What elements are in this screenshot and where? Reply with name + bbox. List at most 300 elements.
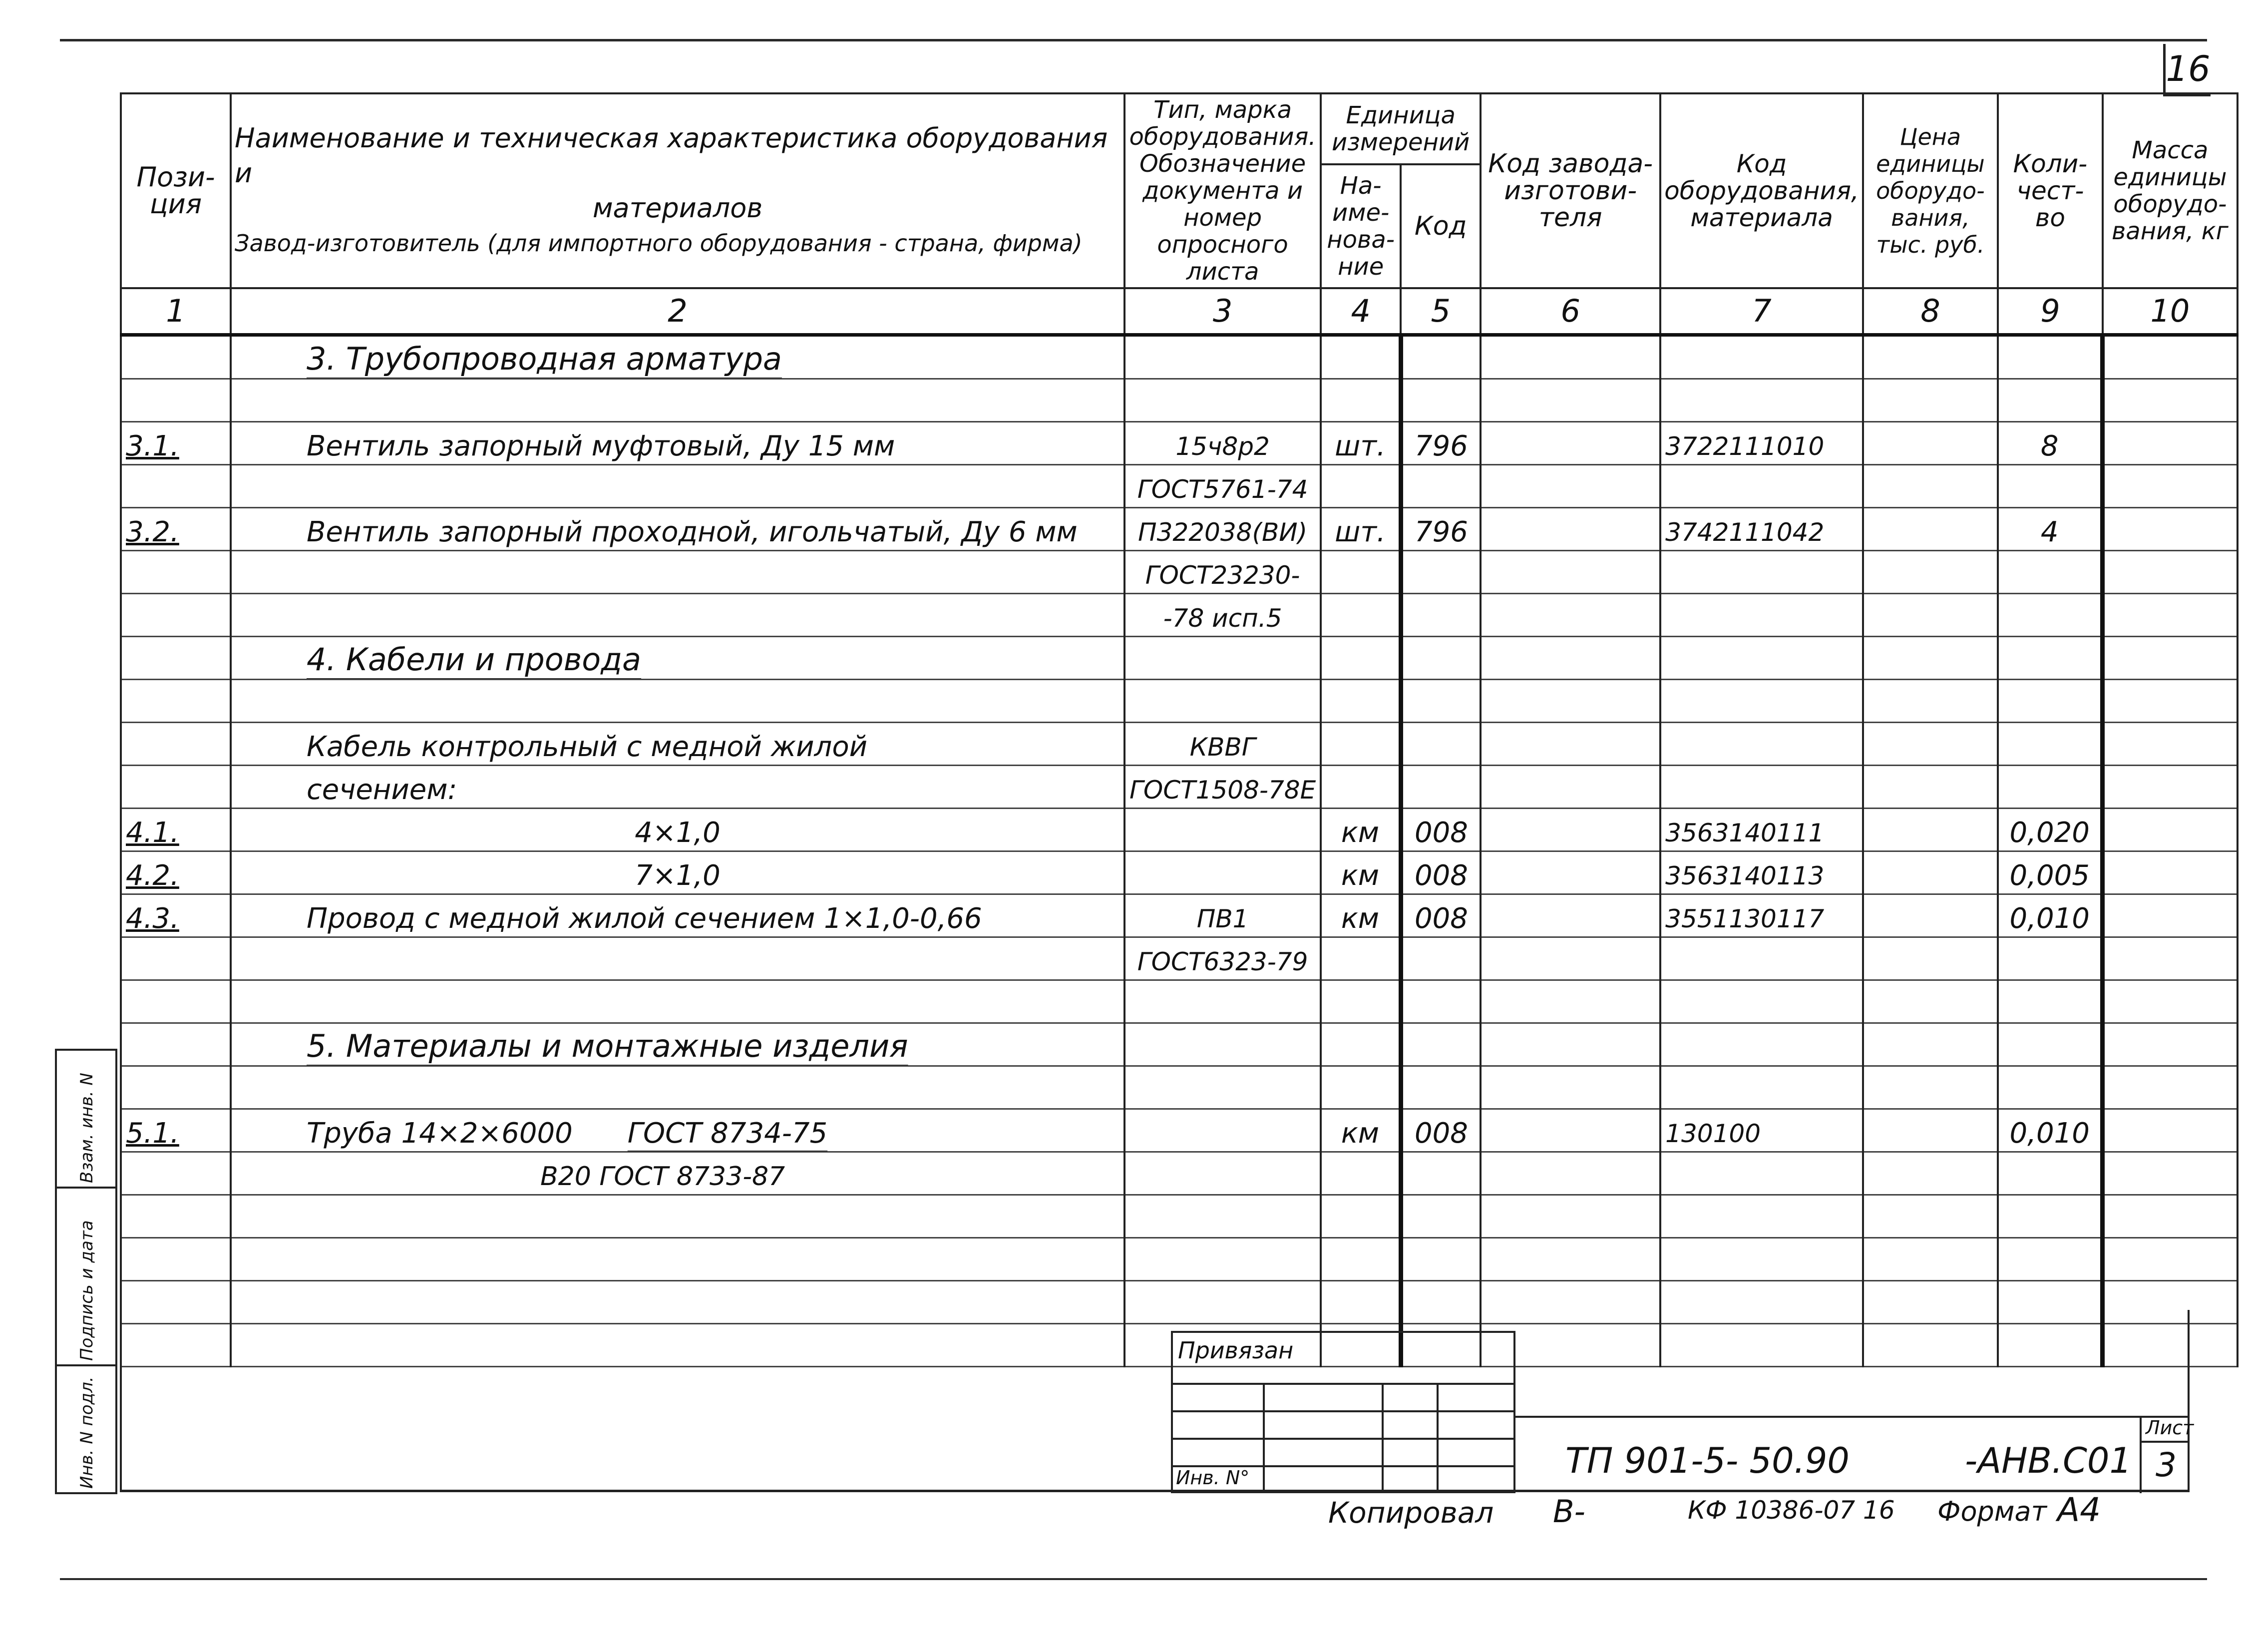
name-cell <box>231 1195 1124 1238</box>
position-cell: 4.3. <box>121 894 231 937</box>
position-cell <box>121 637 231 680</box>
table-row <box>121 1152 2238 1195</box>
price-cell <box>1863 980 1998 1023</box>
equip-code-cell: 130100 <box>1660 1109 1863 1152</box>
name-cell <box>231 551 1124 594</box>
maker-code-cell <box>1481 766 1660 809</box>
name-cell <box>231 594 1124 637</box>
unit-cell: км <box>1321 894 1401 937</box>
price-cell <box>1863 1023 1998 1066</box>
item-name-standard-2: В20 ГОСТ 8733-87 <box>540 1162 785 1192</box>
price-cell <box>1863 1109 1998 1152</box>
name-cell <box>231 980 1124 1023</box>
name-cell <box>231 379 1124 422</box>
privyazan-label: Привязан <box>1178 1337 1294 1364</box>
equip-code-cell <box>1660 637 1863 680</box>
format-label: Формат <box>1937 1496 2047 1527</box>
qty-cell <box>1998 465 2103 508</box>
header-qty: Коли-чест-во <box>1998 93 2103 288</box>
unit-code-cell <box>1401 1066 1481 1109</box>
unit-cell <box>1321 1023 1401 1066</box>
position-cell <box>121 551 231 594</box>
qty-cell <box>1998 594 2103 637</box>
item-name: Кабель контрольный с медной жилой <box>307 731 867 763</box>
name-cell <box>231 422 1124 465</box>
column-number: 7 <box>1660 288 1863 335</box>
table-row <box>121 508 2238 551</box>
maker-code-cell <box>1481 1152 1660 1195</box>
header-price: Цена единицы оборудо-вания, тыс. руб. <box>1863 93 1998 288</box>
order-number: КФ 10386-07 16 <box>1688 1496 1895 1525</box>
name-cell <box>231 508 1124 551</box>
qty-cell <box>1998 1066 2103 1109</box>
qty-cell: 4 <box>1998 508 2103 551</box>
position-cell <box>121 379 231 422</box>
price-cell <box>1863 851 1998 894</box>
table-row <box>121 465 2238 508</box>
doc-code: ТП 901-5- 50.90 <box>1565 1440 1850 1481</box>
maker-code-cell <box>1481 680 1660 723</box>
mass-cell <box>2103 1023 2238 1066</box>
side-stamp-box-signature <box>55 1187 117 1366</box>
column-number: 8 <box>1863 288 1998 335</box>
unit-code-cell <box>1401 766 1481 809</box>
type-cell: ГОСТ1508-78Е <box>1124 766 1321 809</box>
sheet-label: Лист <box>2146 1417 2194 1439</box>
type-cell <box>1124 1238 1321 1281</box>
type-cell: 15ч8р2 <box>1124 422 1321 465</box>
price-cell <box>1863 422 1998 465</box>
unit-cell <box>1321 465 1401 508</box>
table-row <box>121 680 2238 723</box>
table-row <box>121 937 2238 980</box>
unit-code-cell <box>1401 594 1481 637</box>
unit-code-cell <box>1401 723 1481 766</box>
name-cell <box>231 335 1124 379</box>
mass-cell <box>2103 851 2238 894</box>
column-number: 10 <box>2103 288 2238 335</box>
unit-cell <box>1321 937 1401 980</box>
position-cell: 3.1. <box>121 422 231 465</box>
mass-cell <box>2103 508 2238 551</box>
maker-code-cell <box>1481 551 1660 594</box>
table-row <box>121 637 2238 680</box>
equip-code-cell <box>1660 1238 1863 1281</box>
type-cell <box>1124 1152 1321 1195</box>
item-name: Вентиль запорный муфтовый, Ду 15 мм <box>307 430 895 462</box>
equip-code-cell <box>1660 723 1863 766</box>
position-cell: 3.2. <box>121 508 231 551</box>
header-maker-code: Код завода-изготови-теля <box>1481 93 1660 288</box>
unit-code-cell <box>1401 937 1481 980</box>
name-cell <box>231 1238 1124 1281</box>
column-number: 6 <box>1481 288 1660 335</box>
unit-cell <box>1321 1066 1401 1109</box>
section-title: 4. Кабели и провода <box>307 641 642 678</box>
specification-table <box>120 92 2239 1367</box>
sheet-cell <box>2140 1416 2194 1493</box>
name-cell <box>231 680 1124 723</box>
header-position: Пози- ция <box>121 93 231 288</box>
header-name-line3: Завод-изготовитель (для импортного оборудования - страна, фирма) <box>235 230 1083 257</box>
unit-code-cell <box>1401 680 1481 723</box>
unit-cell: шт. <box>1321 422 1401 465</box>
maker-code-cell <box>1481 1195 1660 1238</box>
maker-code-cell <box>1481 637 1660 680</box>
position-cell <box>121 680 231 723</box>
price-cell <box>1863 594 1998 637</box>
column-number: 5 <box>1401 288 1481 335</box>
name-cell <box>231 851 1124 894</box>
maker-code-cell <box>1481 594 1660 637</box>
type-cell: КВВГ <box>1124 723 1321 766</box>
position-cell <box>121 980 231 1023</box>
price-cell <box>1863 1238 1998 1281</box>
unit-cell <box>1321 980 1401 1023</box>
price-cell <box>1863 379 1998 422</box>
maker-code-cell <box>1481 1238 1660 1281</box>
table-row <box>121 1238 2238 1281</box>
type-cell: ПВ1 <box>1124 894 1321 937</box>
table-row <box>121 851 2238 894</box>
maker-code-cell <box>1481 379 1660 422</box>
unit-cell: км <box>1321 1109 1401 1152</box>
unit-code-cell: 008 <box>1401 1109 1481 1152</box>
mass-cell <box>2103 766 2238 809</box>
equip-code-cell <box>1660 551 1863 594</box>
name-cell <box>231 637 1124 680</box>
maker-code-cell <box>1481 465 1660 508</box>
unit-code-cell: 796 <box>1401 422 1481 465</box>
side-stamp-label-inventory: Инв. N подл. <box>77 1376 97 1489</box>
type-cell: ГОСТ6323-79 <box>1124 937 1321 980</box>
copied-signature: В- <box>1553 1493 1585 1530</box>
column-number: 4 <box>1321 288 1401 335</box>
type-cell <box>1124 980 1321 1023</box>
bottom-rule <box>60 1578 2207 1580</box>
table-row <box>121 594 2238 637</box>
mass-cell <box>2103 335 2238 379</box>
unit-code-cell <box>1401 335 1481 379</box>
unit-code-cell <box>1401 379 1481 422</box>
mass-cell <box>2103 379 2238 422</box>
maker-code-cell <box>1481 508 1660 551</box>
name-cell <box>231 1023 1124 1066</box>
mass-cell <box>2103 637 2238 680</box>
price-cell <box>1863 1066 1998 1109</box>
qty-cell <box>1998 1195 2103 1238</box>
name-cell <box>231 894 1124 937</box>
qty-cell <box>1998 1023 2103 1066</box>
header-name-line2: материалов <box>592 192 763 224</box>
table-row <box>121 1109 2238 1152</box>
name-cell <box>231 809 1124 851</box>
unit-code-cell <box>1401 1023 1481 1066</box>
type-cell <box>1124 1066 1321 1109</box>
mass-cell <box>2103 1152 2238 1195</box>
position-cell <box>121 1066 231 1109</box>
header-name <box>231 93 1124 288</box>
mass-cell <box>2103 809 2238 851</box>
unit-code-cell: 796 <box>1401 508 1481 551</box>
privyazan-grid <box>1173 1438 1513 1440</box>
price-cell <box>1863 723 1998 766</box>
position-cell <box>121 465 231 508</box>
mass-cell <box>2103 1238 2238 1281</box>
equip-code-cell <box>1660 766 1863 809</box>
type-cell <box>1124 1195 1321 1238</box>
unit-code-cell <box>1401 980 1481 1023</box>
unit-cell <box>1321 594 1401 637</box>
price-cell <box>1863 551 1998 594</box>
unit-code-cell <box>1401 551 1481 594</box>
position-cell <box>121 937 231 980</box>
position-cell: 4.2. <box>121 851 231 894</box>
qty-cell: 0,005 <box>1998 851 2103 894</box>
unit-cell <box>1321 723 1401 766</box>
position-cell <box>121 1023 231 1066</box>
header-unit: Единица измерений <box>1321 93 1481 164</box>
position-cell <box>121 1195 231 1238</box>
unit-code-cell <box>1401 1195 1481 1238</box>
maker-code-cell <box>1481 980 1660 1023</box>
format-value: А4 <box>2057 1491 2101 1529</box>
type-cell <box>1124 637 1321 680</box>
price-cell <box>1863 937 1998 980</box>
equip-code-cell <box>1660 980 1863 1023</box>
qty-cell <box>1998 937 2103 980</box>
table-row <box>121 809 2238 851</box>
price-cell <box>1863 637 1998 680</box>
mass-cell <box>2103 465 2238 508</box>
title-stamp <box>1515 1416 2194 1493</box>
equip-code-cell: 3722111010 <box>1660 422 1863 465</box>
position-cell <box>121 723 231 766</box>
equip-code-cell <box>1660 1023 1863 1066</box>
equip-code-cell: 3563140111 <box>1660 809 1863 851</box>
unit-code-cell <box>1401 1152 1481 1195</box>
name-cell <box>231 465 1124 508</box>
unit-cell <box>1321 1195 1401 1238</box>
type-cell: ГОСТ5761-74 <box>1124 465 1321 508</box>
side-stamp-label-signature: Подпись и дата <box>77 1220 97 1361</box>
type-cell <box>1124 1109 1321 1152</box>
qty-cell <box>1998 379 2103 422</box>
doc-suffix: -АНВ.С01 <box>1965 1440 2132 1481</box>
item-name: Труба 14×2×6000 <box>307 1117 573 1150</box>
column-number: 3 <box>1124 288 1321 335</box>
name-cell <box>231 1152 1124 1195</box>
type-cell <box>1124 1023 1321 1066</box>
price-cell <box>1863 766 1998 809</box>
maker-code-cell <box>1481 723 1660 766</box>
maker-code-cell <box>1481 422 1660 465</box>
unit-cell <box>1321 1152 1401 1195</box>
qty-cell: 0,010 <box>1998 1109 2103 1152</box>
sheet-number-top: 16 <box>2163 44 2211 96</box>
maker-code-cell <box>1481 1023 1660 1066</box>
equip-code-cell: 3742111042 <box>1660 508 1863 551</box>
type-cell: -78 исп.5 <box>1124 594 1321 637</box>
price-cell <box>1863 894 1998 937</box>
table-row <box>121 723 2238 766</box>
unit-cell <box>1321 680 1401 723</box>
mass-cell <box>2103 980 2238 1023</box>
maker-code-cell <box>1481 335 1660 379</box>
maker-code-cell <box>1481 1066 1660 1109</box>
position-cell <box>121 1238 231 1281</box>
unit-cell: км <box>1321 851 1401 894</box>
price-cell <box>1863 1195 1998 1238</box>
column-number: 1 <box>121 288 231 335</box>
equip-code-cell <box>1660 1152 1863 1195</box>
column-number: 9 <box>1998 288 2103 335</box>
maker-code-cell <box>1481 851 1660 894</box>
mass-cell <box>2103 422 2238 465</box>
qty-cell <box>1998 766 2103 809</box>
position-cell <box>121 766 231 809</box>
table-row <box>121 894 2238 937</box>
table-row <box>121 1066 2238 1109</box>
type-cell <box>1124 680 1321 723</box>
maker-code-cell <box>1481 1109 1660 1152</box>
qty-cell <box>1998 723 2103 766</box>
unit-cell: км <box>1321 809 1401 851</box>
mass-cell <box>2103 937 2238 980</box>
equip-code-cell <box>1660 379 1863 422</box>
item-name: сечением: <box>307 774 457 806</box>
equip-code-cell: 3551130117 <box>1660 894 1863 937</box>
qty-cell <box>1998 1152 2103 1195</box>
type-cell <box>1124 809 1321 851</box>
name-cell <box>231 1109 1124 1152</box>
table-row <box>121 980 2238 1023</box>
mass-cell <box>2103 723 2238 766</box>
section-title: 3. Трубопроводная арматура <box>307 341 782 377</box>
equip-code-cell: 3563140113 <box>1660 851 1863 894</box>
item-name: 7×1,0 <box>635 859 721 892</box>
qty-cell <box>1998 335 2103 379</box>
header-type: Тип, марка оборудования. Обозначение документа и номер опросного листа <box>1124 93 1321 288</box>
unit-cell <box>1321 335 1401 379</box>
name-cell <box>231 723 1124 766</box>
column-number: 2 <box>231 288 1124 335</box>
maker-code-cell <box>1481 809 1660 851</box>
table-row <box>121 335 2238 379</box>
position-cell <box>121 335 231 379</box>
price-cell <box>1863 1152 1998 1195</box>
item-name: Провод с медной жилой сечением 1×1,0-0,66 <box>307 902 982 935</box>
mass-cell <box>2103 680 2238 723</box>
position-cell: 4.1. <box>121 809 231 851</box>
unit-code-cell: 008 <box>1401 894 1481 937</box>
sheet-divider <box>2142 1441 2190 1443</box>
equip-code-cell <box>1660 1195 1863 1238</box>
type-cell: П322038(ВИ) <box>1124 508 1321 551</box>
unit-code-cell: 008 <box>1401 851 1481 894</box>
header-unit-name: На-име-нова-ние <box>1321 164 1401 288</box>
equip-code-cell <box>1660 335 1863 379</box>
maker-code-cell <box>1481 937 1660 980</box>
position-cell: 5.1. <box>121 1109 231 1152</box>
side-stamp-box-replace <box>55 1049 117 1189</box>
equip-code-cell <box>1660 465 1863 508</box>
table-row <box>121 379 2238 422</box>
side-stamp-label-replace: Взам. инв. N <box>77 1073 97 1183</box>
table-row <box>121 1023 2238 1066</box>
unit-code-cell <box>1401 465 1481 508</box>
inv-no-label: Инв. N° <box>1176 1467 1250 1489</box>
top-rule <box>60 39 2207 41</box>
unit-code-cell: 008 <box>1401 809 1481 851</box>
qty-cell <box>1998 637 2103 680</box>
header-name-line1: Наименование и техническая характеристика оборудования и <box>235 122 1108 189</box>
table-row <box>121 1195 2238 1238</box>
name-cell <box>231 1066 1124 1109</box>
sheet-value: 3 <box>2156 1446 2177 1484</box>
qty-cell: 8 <box>1998 422 2103 465</box>
type-cell <box>1124 851 1321 894</box>
mass-cell <box>2103 551 2238 594</box>
mass-cell <box>2103 1195 2238 1238</box>
price-cell <box>1863 508 1998 551</box>
qty-cell: 0,020 <box>1998 809 2103 851</box>
equip-code-cell <box>1660 1066 1863 1109</box>
privyazan-grid <box>1173 1410 1513 1412</box>
table-row <box>121 422 2238 465</box>
type-cell <box>1124 335 1321 379</box>
item-name: 4×1,0 <box>635 817 721 849</box>
equip-code-cell <box>1660 594 1863 637</box>
qty-cell <box>1998 1238 2103 1281</box>
unit-cell <box>1321 637 1401 680</box>
header-equip-code: Код оборудования, материала <box>1660 93 1863 288</box>
unit-cell <box>1321 766 1401 809</box>
privyazan-grid <box>1382 1383 1384 1491</box>
qty-cell <box>1998 980 2103 1023</box>
qty-cell <box>1998 551 2103 594</box>
item-name-standard: ГОСТ 8734-75 <box>627 1117 828 1150</box>
unit-cell <box>1321 551 1401 594</box>
section-title: 5. Материалы и монтажные изделия <box>307 1028 908 1064</box>
item-name: Вентиль запорный проходной, игольчатый, Ду 6 мм <box>307 516 1078 548</box>
maker-code-cell <box>1481 894 1660 937</box>
name-cell <box>231 937 1124 980</box>
unit-cell <box>1321 379 1401 422</box>
table-row <box>121 766 2238 809</box>
mass-cell <box>2103 1109 2238 1152</box>
header-unit-code: Код <box>1401 164 1481 288</box>
table-row <box>121 551 2238 594</box>
unit-code-cell <box>1401 637 1481 680</box>
unit-code-cell <box>1401 1238 1481 1281</box>
position-cell <box>121 594 231 637</box>
side-stamp-box-inventory <box>55 1364 117 1494</box>
unit-cell <box>1321 1238 1401 1281</box>
unit-cell: шт. <box>1321 508 1401 551</box>
type-cell: ГОСТ23230- <box>1124 551 1321 594</box>
equip-code-cell <box>1660 680 1863 723</box>
equip-code-cell <box>1660 937 1863 980</box>
privyazan-grid <box>1263 1383 1265 1491</box>
price-cell <box>1863 465 1998 508</box>
qty-cell <box>1998 680 2103 723</box>
price-cell <box>1863 680 1998 723</box>
type-cell <box>1124 379 1321 422</box>
price-cell <box>1863 335 1998 379</box>
mass-cell <box>2103 1066 2238 1109</box>
copied-label: Копировал <box>1328 1496 1494 1530</box>
